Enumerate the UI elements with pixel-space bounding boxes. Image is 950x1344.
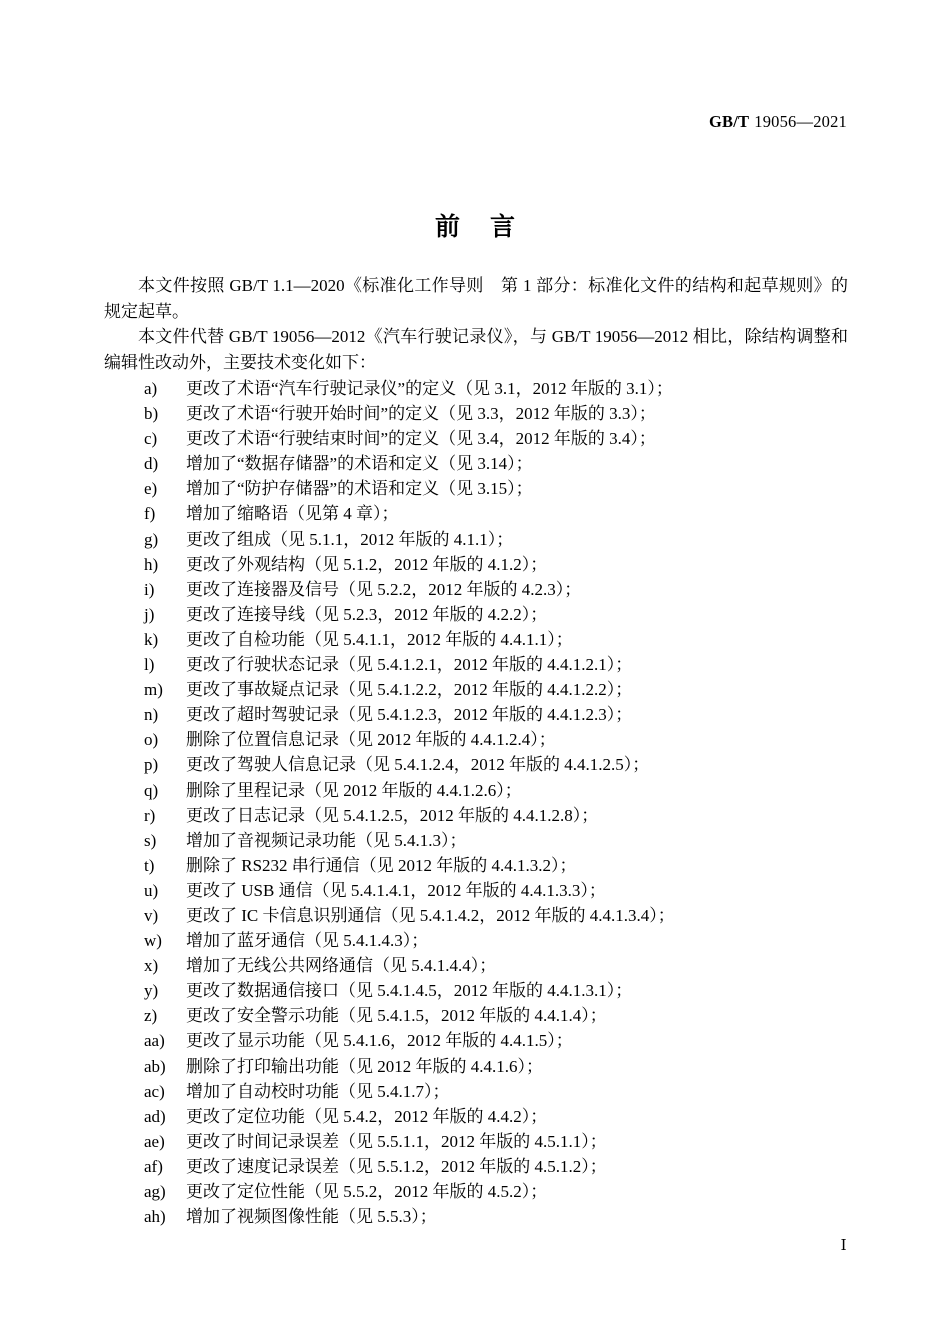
list-item-marker: w) [144,931,162,951]
list-item-marker: p) [144,755,159,775]
running-header [104,112,847,132]
list-item-text: 更改了驾驶人信息记录（见 5.4.1.2.4，2012 年版的 4.4.1.2.5）； [186,755,650,775]
list-item-text: 删除了打印输出功能（见 2012 年版的 4.4.1.6）； [186,1056,543,1076]
list-item-text: 更改了组成（见 5.1.1，2012 年版的 4.1.1）； [186,529,514,549]
list-item [104,627,848,652]
list-item-marker: f) [144,504,156,524]
list-item-marker: o) [144,730,159,750]
page-title [0,207,950,243]
list-item-marker: z) [144,1006,158,1026]
list-item-marker: ag) [144,1182,166,1201]
list-item-marker: ab) [144,1056,166,1076]
list-item [104,401,848,426]
list-item-marker: e) [144,479,158,499]
list-item [104,652,848,677]
list-item-text: 增加了“数据存储器”的术语和定义（见 3.14）； [186,454,533,474]
list-item-marker: h) [144,554,159,574]
list-item [104,501,848,526]
list-item [104,677,848,702]
list-item [104,552,848,577]
list-item-text: 更改了事故疑点记录（见 5.4.1.2.2，2012 年版的 4.4.1.2.2）； [186,680,633,700]
list-item-marker: u) [144,880,159,900]
list-item [104,1003,848,1028]
list-item [104,928,848,953]
list-item-marker: m) [144,680,163,700]
list-item-text: 更改了 USB 通信（见 5.4.1.4.1，2012 年版的 4.4.1.3.3）； [186,880,606,900]
list-item-text: 增加了自动校时功能（见 5.4.1.7）； [186,1081,450,1101]
list-item [104,727,848,752]
list-item-marker: y) [144,981,159,1001]
list-item [104,577,848,602]
list-item [104,376,848,401]
list-item-text: 删除了 RS232 串行通信（见 2012 年版的 4.4.1.3.2）； [186,855,577,875]
list-item-marker: q) [144,780,159,800]
list-item-marker: r) [144,805,156,825]
list-item-marker: ad) [144,1106,166,1126]
list-item [104,1079,848,1104]
list-item-marker: n) [144,705,159,725]
list-item-text: 更改了连接器及信号（见 5.2.2，2012 年版的 4.2.3）； [186,579,582,599]
list-item-marker: a) [144,379,158,398]
list-item [104,476,848,501]
list-item-text: 更改了数据通信接口（见 5.4.1.4.5，2012 年版的 4.4.1.3.1）； [186,981,633,1001]
list-item [104,903,848,928]
list-item [104,1204,848,1229]
paragraph-supersedes: 本文件代替 GB/T 19056—2012《汽车行驶记录仪》，与 GB/T 19056—2012 相比，除结构调整和编辑性改动外，主要技术变化如下： [104,327,848,372]
list-item [104,426,848,451]
list-item-marker: af) [144,1156,163,1176]
list-item [104,1028,848,1053]
list-item [104,1054,848,1079]
list-item-text: 更改了超时驾驶记录（见 5.4.1.2.3，2012 年版的 4.4.1.2.3）； [186,705,633,725]
list-item-marker: x) [144,956,159,976]
list-item-text: 增加了音视频记录功能（见 5.4.1.3）； [186,830,467,850]
list-item-marker: i) [144,579,155,599]
list-item [104,527,848,552]
list-item-text: 更改了速度记录误差（见 5.5.1.2，2012 年版的 4.5.1.2）； [186,1156,607,1176]
list-item-marker: c) [144,429,158,449]
list-item-text: 更改了定位性能（见 5.5.2，2012 年版的 4.5.2）； [186,1182,548,1201]
list-item-text: 增加了蓝牙通信（见 5.4.1.4.3）； [186,931,429,951]
list-item-text: 增加了无线公共网络通信（见 5.4.1.4.4）； [186,956,497,976]
list-item-text: 更改了 IC 卡信息识别通信（见 5.4.1.4.2，2012 年版的 4.4.1.3.4）； [186,905,675,925]
list-item-text: 更改了时间记录误差（见 5.5.1.1，2012 年版的 4.5.1.1）； [186,1131,607,1151]
list-item [104,778,848,803]
list-item [104,878,848,903]
list-item-text: 更改了连接导线（见 5.2.3，2012 年版的 4.2.2）； [186,604,548,624]
list-item-marker: g) [144,529,159,549]
page-folio [104,1236,847,1255]
title-char-qian: 前 [434,211,460,241]
list-item-text: 更改了术语“行驶开始时间”的定义（见 3.3，2012 年版的 3.3）； [186,404,656,424]
list-item-marker: t) [144,855,155,875]
list-item-marker: j) [144,604,155,624]
list-item-text: 更改了定位功能（见 5.4.2，2012 年版的 4.4.2）； [186,1106,548,1126]
list-item [104,702,848,727]
technical-changes-list [104,376,848,1229]
list-item-marker: d) [144,454,159,474]
list-item [104,853,848,878]
list-item-marker: ae) [144,1131,165,1151]
list-item-text: 更改了显示功能（见 5.4.1.6，2012 年版的 4.4.1.5）； [186,1031,573,1051]
list-item-text: 增加了“防护存储器”的术语和定义（见 3.15）； [186,479,533,499]
list-item-text: 更改了术语“汽车行驶记录仪”的定义（见 3.1，2012 年版的 3.1）； [186,379,673,398]
list-item-marker: ah) [144,1207,166,1227]
list-item [104,752,848,777]
list-item [104,978,848,1003]
list-item [104,1154,848,1179]
list-item [104,803,848,828]
list-item-text: 更改了行驶状态记录（见 5.4.1.2.1，2012 年版的 4.4.1.2.1）； [186,655,633,675]
paragraph-drafting-rules: 本文件按照 GB/T 1.1—2020《标准化工作导则 第 1 部分：标准化文件的结构和起草规则》的规定起草。 [104,276,848,321]
list-item [104,451,848,476]
list-item-marker: ac) [144,1081,165,1101]
list-item-marker: b) [144,404,159,424]
standard-code: GB/T [709,112,750,131]
list-item-text: 更改了外观结构（见 5.1.2，2012 年版的 4.1.2）； [186,554,548,574]
list-item [104,1129,848,1154]
list-item [104,1179,848,1204]
list-item-marker: k) [144,629,159,649]
list-item-text: 更改了安全警示功能（见 5.4.1.5，2012 年版的 4.4.1.4）； [186,1006,607,1026]
list-item-text: 更改了术语“行驶结束时间”的定义（见 3.4，2012 年版的 3.4）； [186,429,656,449]
list-item-text: 更改了自检功能（见 5.4.1.1，2012 年版的 4.4.1.1）； [186,629,573,649]
list-item [104,953,848,978]
page-number: Ⅰ [840,1238,847,1254]
list-item-text: 增加了缩略语（见第 4 章）； [186,504,399,524]
list-item [104,828,848,853]
list-item-text: 删除了里程记录（见 2012 年版的 4.4.1.2.6）； [186,780,522,800]
body-content [104,273,848,1229]
standard-number: 19056—2021 [754,112,847,131]
list-item-marker: aa) [144,1031,165,1051]
list-item [104,602,848,627]
title-char-yan: 言 [490,211,516,241]
list-item-marker: l) [144,655,155,675]
list-item-text: 增加了视频图像性能（见 5.5.3）； [186,1207,437,1227]
list-item-marker: s) [144,830,157,850]
list-item-text: 更改了日志记录（见 5.4.1.2.5，2012 年版的 4.4.1.2.8）； [186,805,599,825]
list-item-text: 删除了位置信息记录（见 2012 年版的 4.4.1.2.4）； [186,730,556,750]
list-item-marker: v) [144,905,159,925]
list-item [104,1104,848,1129]
